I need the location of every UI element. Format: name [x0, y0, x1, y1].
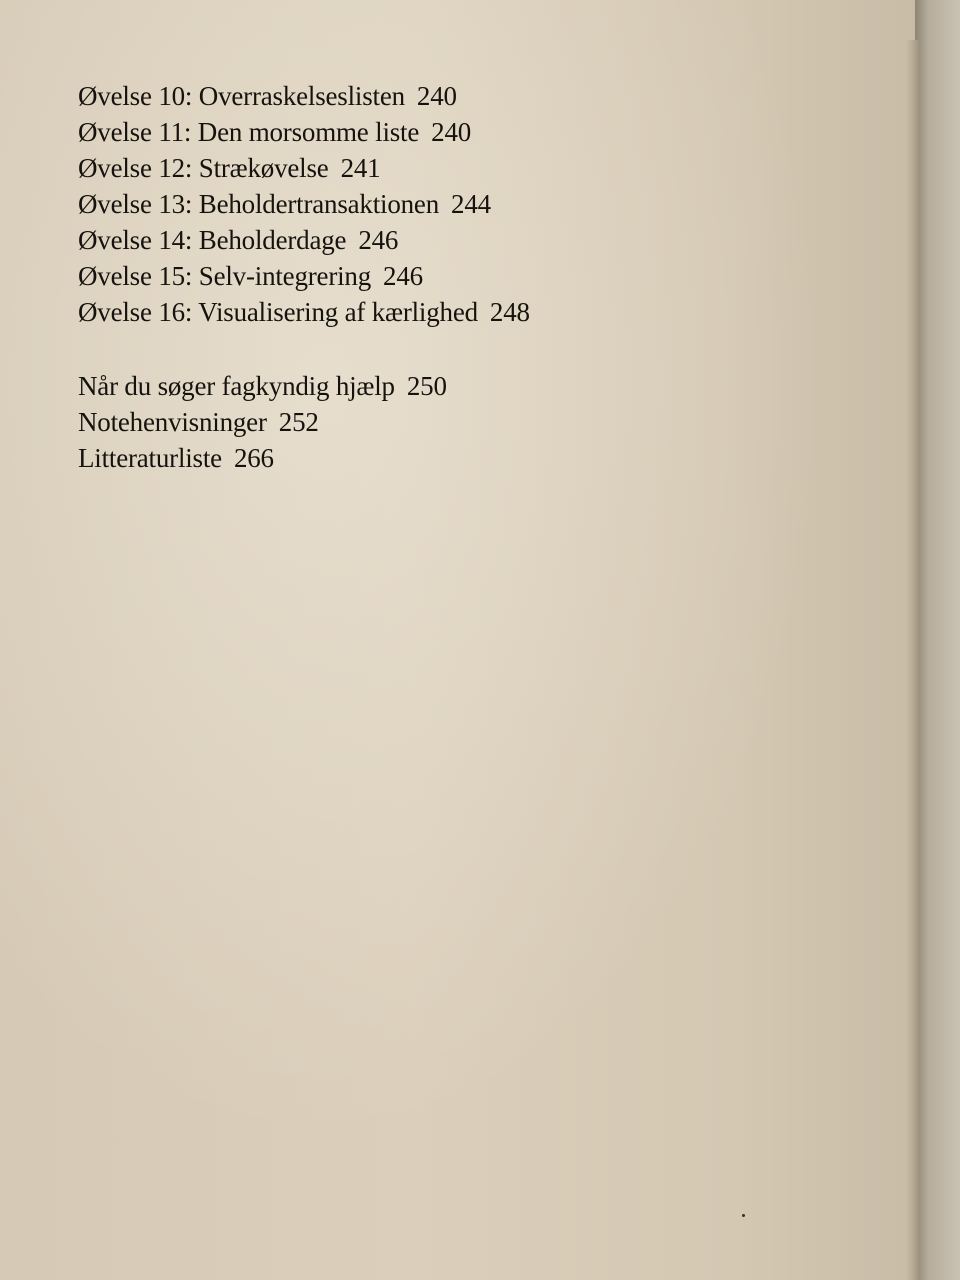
toc-entry-page: 246	[383, 261, 423, 291]
toc-entry-page: 244	[451, 189, 491, 219]
toc-entry	[78, 368, 530, 404]
toc-entry-title: Øvelse 10: Overraskelseslisten	[78, 81, 405, 111]
toc-entry-title: Litteraturliste	[78, 443, 222, 473]
toc-entry-title: Øvelse 11: Den morsomme liste	[78, 117, 420, 147]
toc-entry	[78, 222, 530, 258]
page-edge	[905, 40, 919, 1280]
toc-entry	[78, 440, 530, 476]
paper-speck	[742, 1214, 745, 1217]
toc-entry-title: Øvelse 16: Visualisering af kærlighed	[78, 297, 478, 327]
toc-entry-page: 240	[431, 117, 472, 147]
toc-entry-title: Øvelse 15: Selv-integrering	[78, 261, 372, 291]
toc-entry-page: 250	[406, 371, 447, 401]
toc-entry-page: 240	[416, 81, 457, 111]
toc-entry-page: 266	[233, 443, 274, 473]
book-cover-edge	[915, 0, 960, 1280]
toc-entry	[78, 114, 530, 150]
toc-entry-title: Øvelse 14: Beholderdage	[78, 225, 347, 255]
toc-entry	[78, 150, 530, 186]
section-gap	[78, 330, 530, 368]
toc-entry-page: 248	[489, 297, 530, 327]
toc-entry-title: Når du søger fagkyndig hjælp	[78, 371, 395, 401]
toc-entry-page: 246	[358, 225, 399, 255]
toc-entry-page: 252	[278, 407, 319, 437]
toc-entry-page: 241	[340, 153, 381, 183]
toc-entry	[78, 294, 530, 330]
toc-entry	[78, 78, 530, 114]
toc-entry	[78, 186, 530, 222]
toc-entry-title: Øvelse 12: Strækøvelse	[78, 153, 329, 183]
toc-entry	[78, 258, 530, 294]
toc-entry-title: Notehenvisninger	[78, 407, 267, 437]
toc-entry-title: Øvelse 13: Beholdertransaktionen	[78, 189, 440, 219]
toc-entry	[78, 404, 530, 440]
table-of-contents	[78, 78, 530, 476]
